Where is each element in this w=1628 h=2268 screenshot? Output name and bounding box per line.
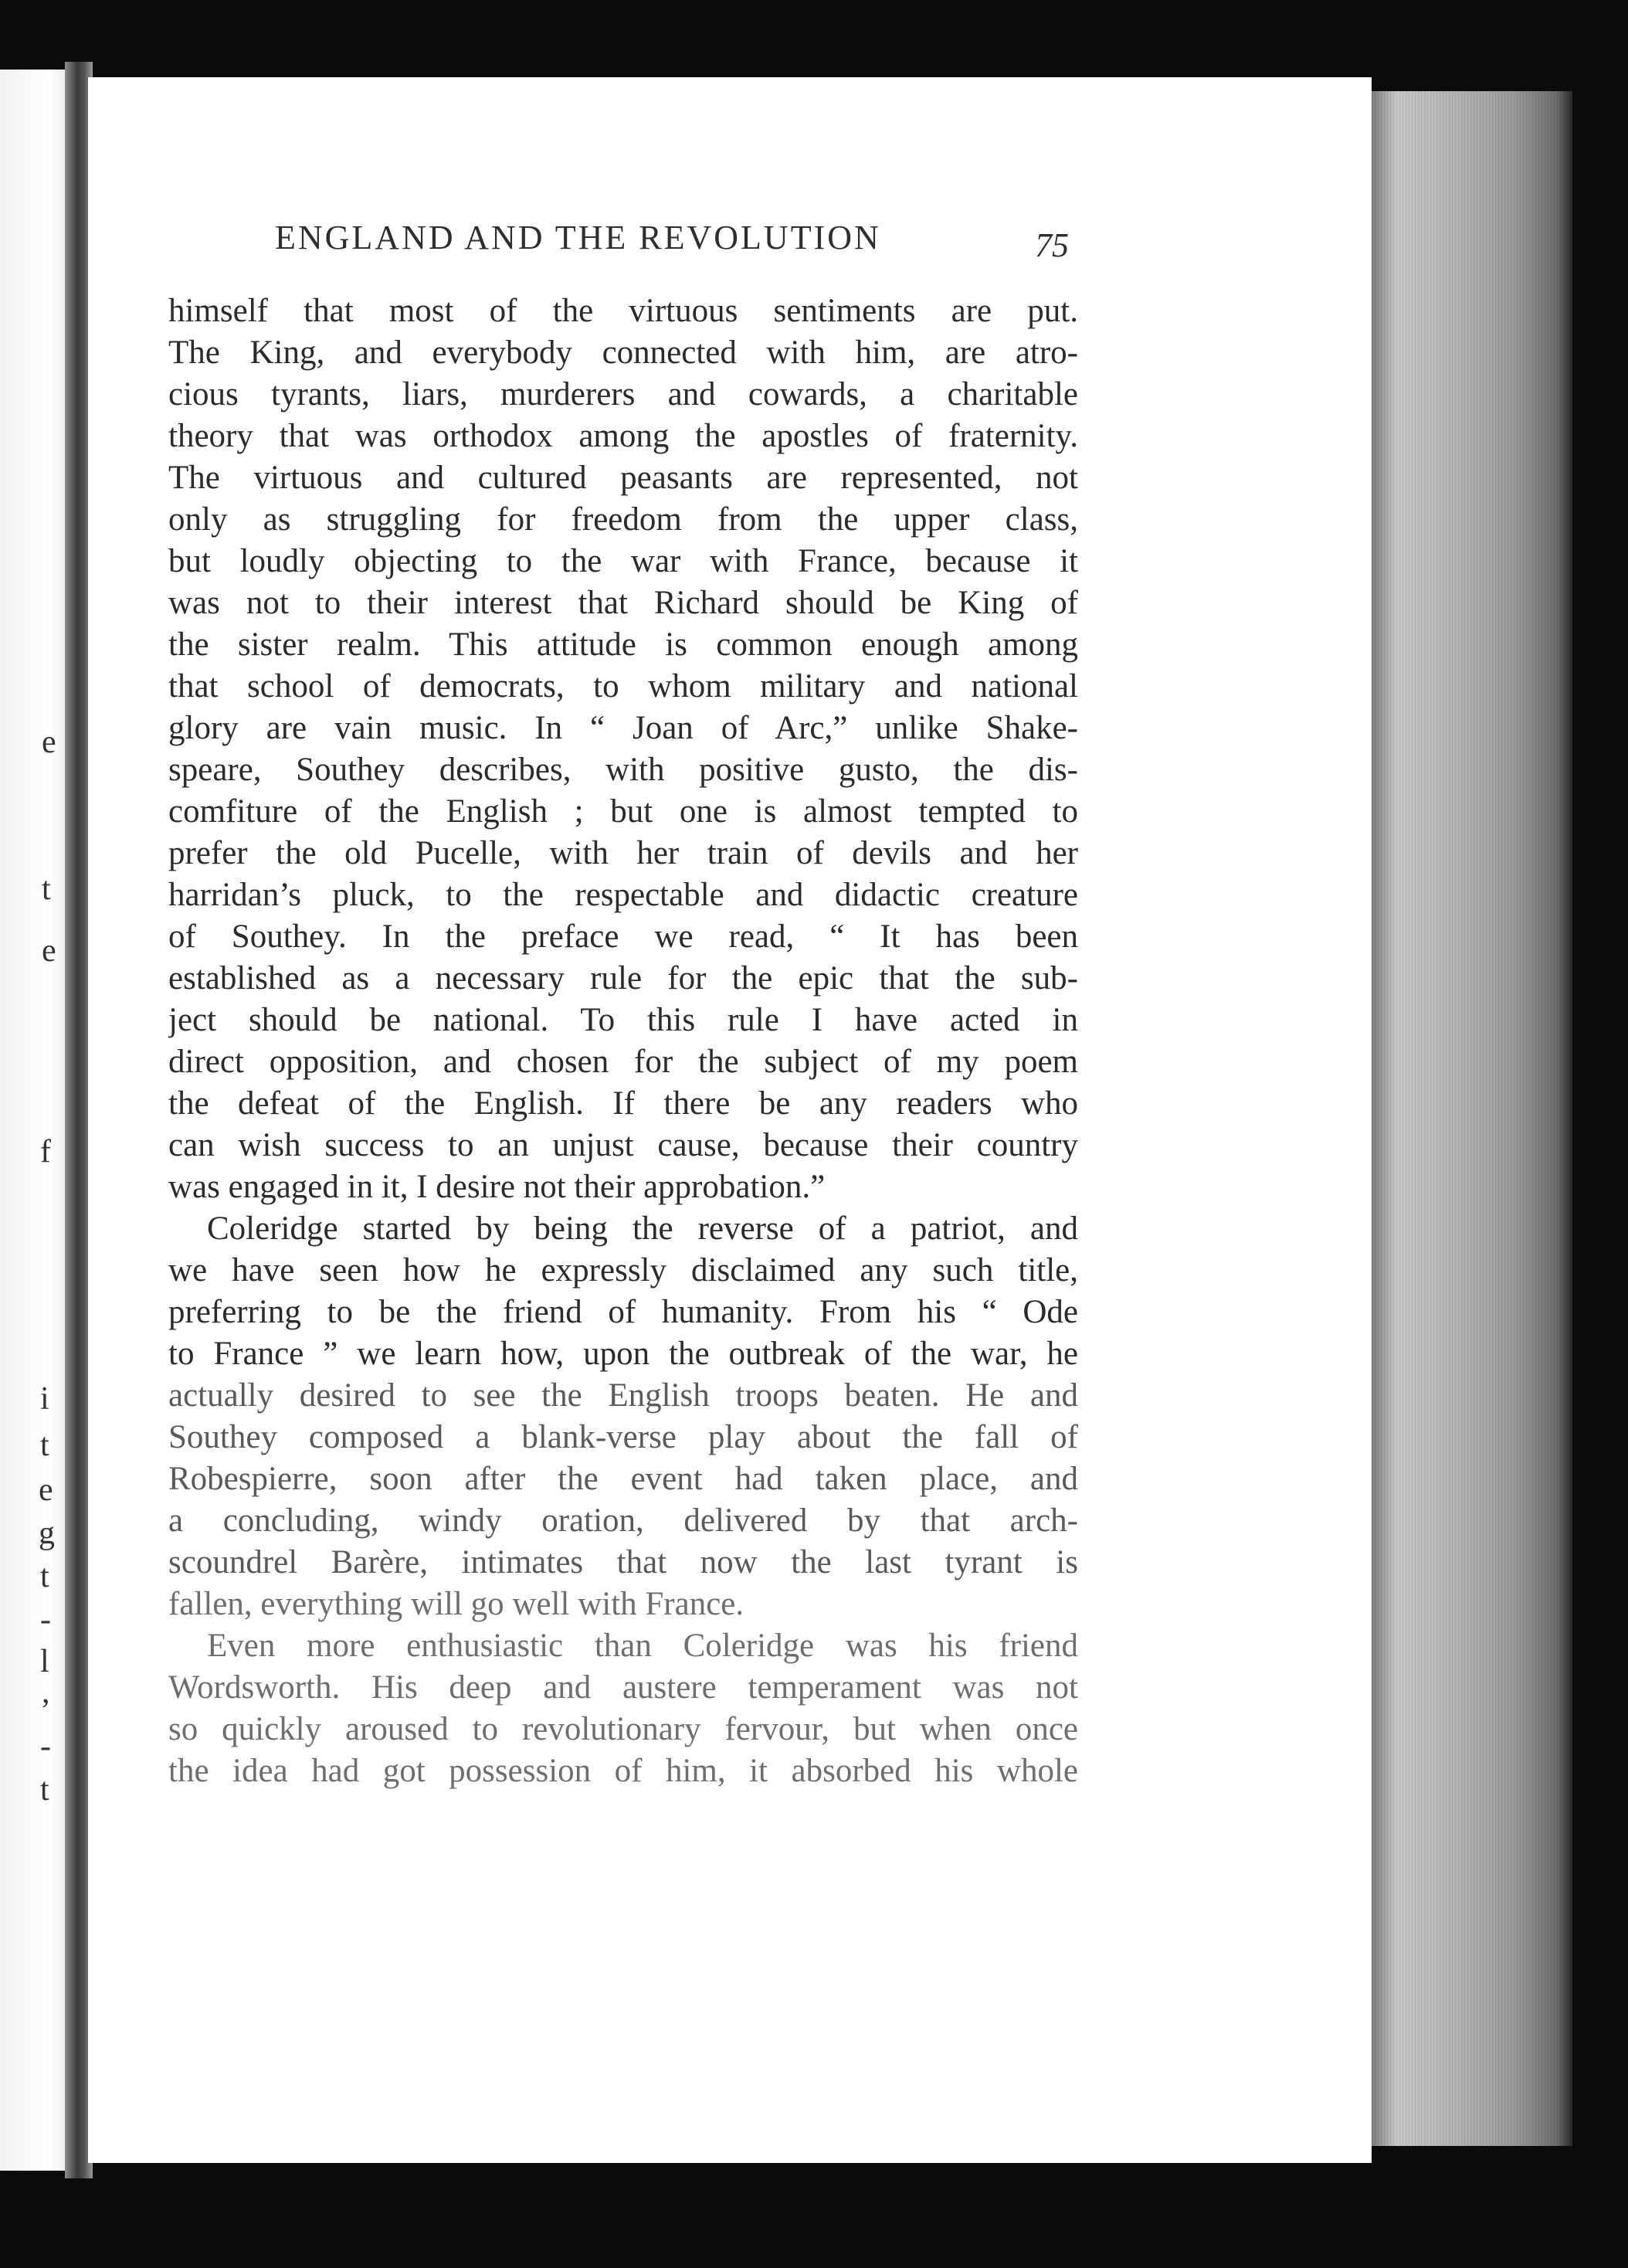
text-line: that school of democrats, to whom military and national	[168, 668, 1078, 705]
text-line: a concluding, windy oration, delivered by that arch-	[168, 1502, 1078, 1539]
body-text	[168, 290, 1078, 1792]
text-line: Even more enthusiastic than Coleridge was his friend	[207, 1628, 1078, 1664]
text-line: Wordsworth. His deep and austere temperament was not	[168, 1669, 1078, 1706]
text-line: glory are vain music. In “ Joan of Arc,” unlike Shake-	[168, 710, 1078, 746]
text-line: was engaged in it, I desire not their approbation.”	[168, 1169, 826, 1205]
text-line: can wish success to an unjust cause, because their country	[168, 1127, 1078, 1163]
left-page-fragment: i	[40, 1381, 49, 1417]
text-line: The virtuous and cultured peasants are represented, not	[168, 460, 1078, 496]
text-line: only as struggling for freedom from the upper class,	[168, 501, 1078, 538]
text-line: the defeat of the English. If there be any readers who	[168, 1085, 1078, 1122]
left-page-fragment: -	[40, 1602, 51, 1638]
left-page-fragment: -	[40, 1729, 51, 1764]
left-page-fragment: g	[39, 1516, 55, 1551]
text-line: we have seen how he expressly disclaimed any such title,	[168, 1252, 1078, 1288]
text-line: speare, Southey describes, with positive gusto, the dis-	[168, 752, 1078, 788]
running-head: ENGLAND AND THE REVOLUTION	[275, 219, 881, 256]
text-line: but loudly objecting to the war with France, because it	[168, 543, 1078, 579]
page-edges	[1372, 91, 1572, 2146]
text-line: harridan’s pluck, to the respectable and didactic creature	[168, 877, 1078, 913]
left-page-fragment: e	[42, 933, 56, 969]
text-line: scoundrel Barère, intimates that now the last tyrant is	[168, 1544, 1078, 1580]
left-page-fragment: e	[42, 725, 56, 760]
text-line: Southey composed a blank-verse play about the fall of	[168, 1419, 1078, 1455]
text-line: direct opposition, and chosen for the subject of my poem	[168, 1044, 1078, 1080]
text-line: the idea had got possession of him, it absorbed his whole	[168, 1753, 1078, 1789]
left-page-fragment: e	[39, 1472, 53, 1508]
text-line: himself that most of the virtuous sentiments are put.	[168, 293, 1078, 329]
text-line: prefer the old Pucelle, with her train of devils and her	[168, 835, 1078, 871]
text-line: cious tyrants, liars, murderers and cowards, a charitable	[168, 376, 1078, 413]
text-line: The King, and everybody connected with him, are atro-	[168, 334, 1078, 371]
text-line: theory that was orthodox among the apostles of fraternity.	[168, 418, 1078, 454]
left-page-fragment: t	[40, 1428, 49, 1463]
text-line: established as a necessary rule for the epic that the sub-	[168, 960, 1078, 996]
left-page-fragment: t	[42, 871, 51, 907]
text-line: preferring to be the friend of humanity. From his “ Ode	[168, 1294, 1078, 1330]
text-line: comfiture of the English ; but one is almost tempted to	[168, 793, 1078, 830]
left-page-fragment: t	[40, 1772, 49, 1808]
text-line: the sister realm. This attitude is common enough among	[168, 626, 1078, 663]
left-page-fragment: t	[40, 1559, 49, 1594]
left-page-fragment: l	[40, 1644, 49, 1679]
text-line: ject should be national. To this rule I have acted in	[168, 1002, 1078, 1038]
page-number: 75	[1035, 226, 1069, 264]
text-line: fallen, everything will go well with France.	[168, 1586, 744, 1622]
text-line: so quickly aroused to revolutionary fervour, but when once	[168, 1711, 1078, 1747]
left-page-fragment: f	[40, 1134, 51, 1170]
text-line: actually desired to see the English troops beaten. He and	[168, 1377, 1078, 1414]
text-line: was not to their interest that Richard should be King of	[168, 585, 1078, 621]
text-line: of Southey. In the preface we read, “ It has been	[168, 918, 1078, 955]
left-page-fragment: ,	[42, 1675, 50, 1710]
text-line: Coleridge started by being the reverse of a patriot, and	[207, 1210, 1078, 1247]
text-line: Robespierre, soon after the event had taken place, and	[168, 1461, 1078, 1497]
text-line: to France ” we learn how, upon the outbreak of the war, he	[168, 1336, 1078, 1372]
